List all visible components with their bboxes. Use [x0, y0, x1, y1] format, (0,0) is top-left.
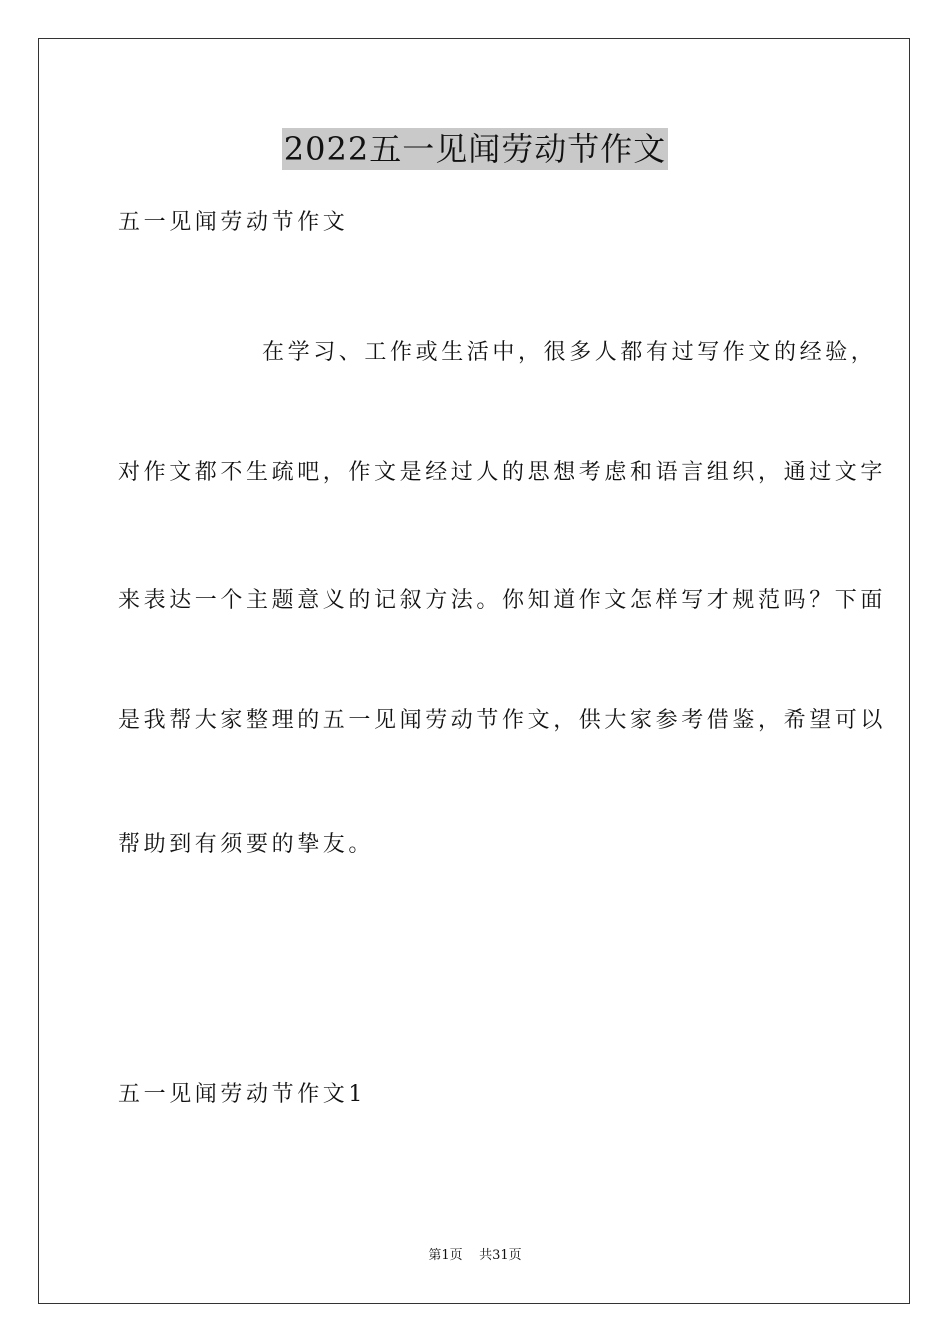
intro-line-5: 帮助到有须要的挚友。	[118, 832, 375, 857]
intro-line-3: 来表达一个主题意义的记叙方法。你知道作文怎样写才规范吗？下面	[118, 588, 887, 613]
page-number-label: 第1页 共31页	[428, 1248, 522, 1263]
document-title-text: 2022五一见闻劳动节作文	[283, 130, 667, 168]
intro-line-4: 是我帮大家整理的五一见闻劳动节作文，供大家参考借鉴，希望可以	[118, 708, 887, 733]
page-footer	[0, 1246, 950, 1266]
document-title	[0, 128, 950, 170]
intro-line-2: 对作文都不生疏吧，作文是经过人的思想考虑和语言组织，通过文字	[118, 460, 887, 485]
document-subtitle: 五一见闻劳动节作文	[118, 210, 349, 235]
section-heading: 五一见闻劳动节作文1	[118, 1082, 366, 1107]
intro-line-1: 在学习、工作或生活中，很多人都有过写作文的经验，	[262, 340, 877, 365]
